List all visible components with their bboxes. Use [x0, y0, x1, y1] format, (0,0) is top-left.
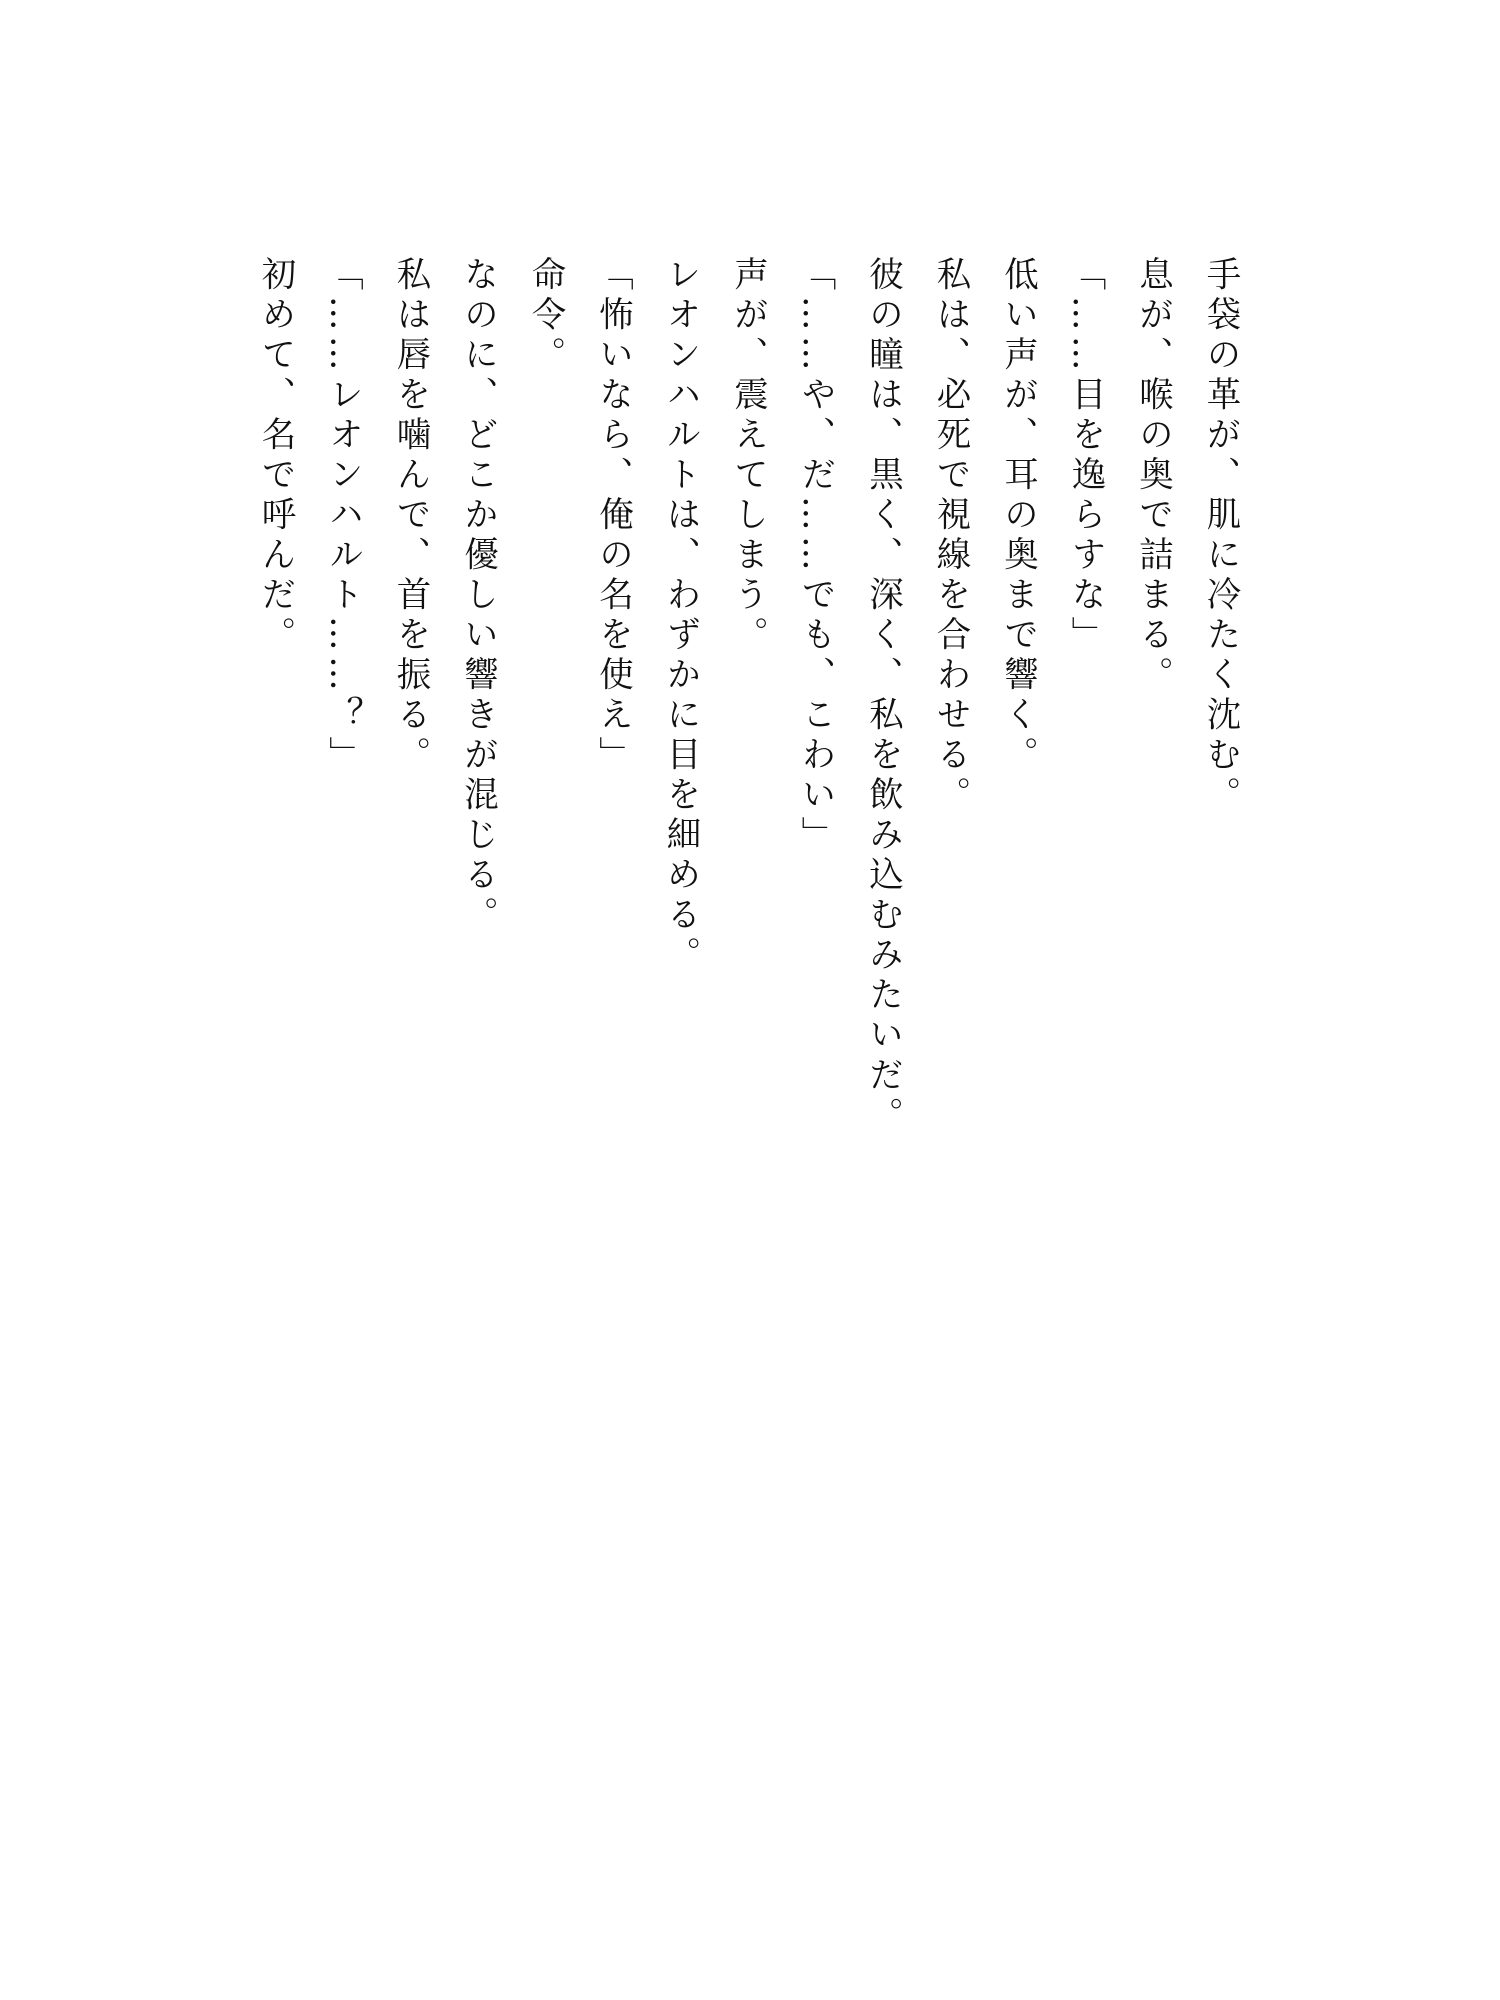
- text-line: 初めて、名で呼んだ。: [255, 256, 295, 657]
- text-line: 息が、喉の奥で詰まる。: [1132, 256, 1173, 697]
- text-line: 「……や、だ……でも、こわい」: [795, 256, 835, 857]
- text-line: 私は唇を噛んで、首を振る。: [390, 256, 430, 777]
- text-line: 彼の瞳は、黒く、深く、私を飲み込むみたいだ。: [862, 256, 903, 1137]
- text-line: 低い声が、耳の奥まで響く。: [997, 256, 1038, 777]
- text-line: 命令。: [525, 256, 565, 377]
- text-line: 「……目を逸らすな」: [1065, 256, 1105, 657]
- text-line: 「……レオンハルト……？」: [322, 256, 363, 777]
- text-line: レオンハルトは、わずかに目を細める。: [660, 256, 700, 977]
- text-line: 私は、必死で視線を合わせる。: [930, 256, 970, 817]
- text-line: 「怖いなら、俺の名を使え」: [592, 256, 633, 777]
- vertical-text-block: [241, 256, 1254, 1137]
- text-line: 手袋の革が、肌に冷たく沈む。: [1200, 256, 1240, 817]
- text-line: なのに、どこか優しい響きが混じる。: [457, 256, 498, 937]
- text-line: 声が、震えてしまう。: [727, 256, 768, 657]
